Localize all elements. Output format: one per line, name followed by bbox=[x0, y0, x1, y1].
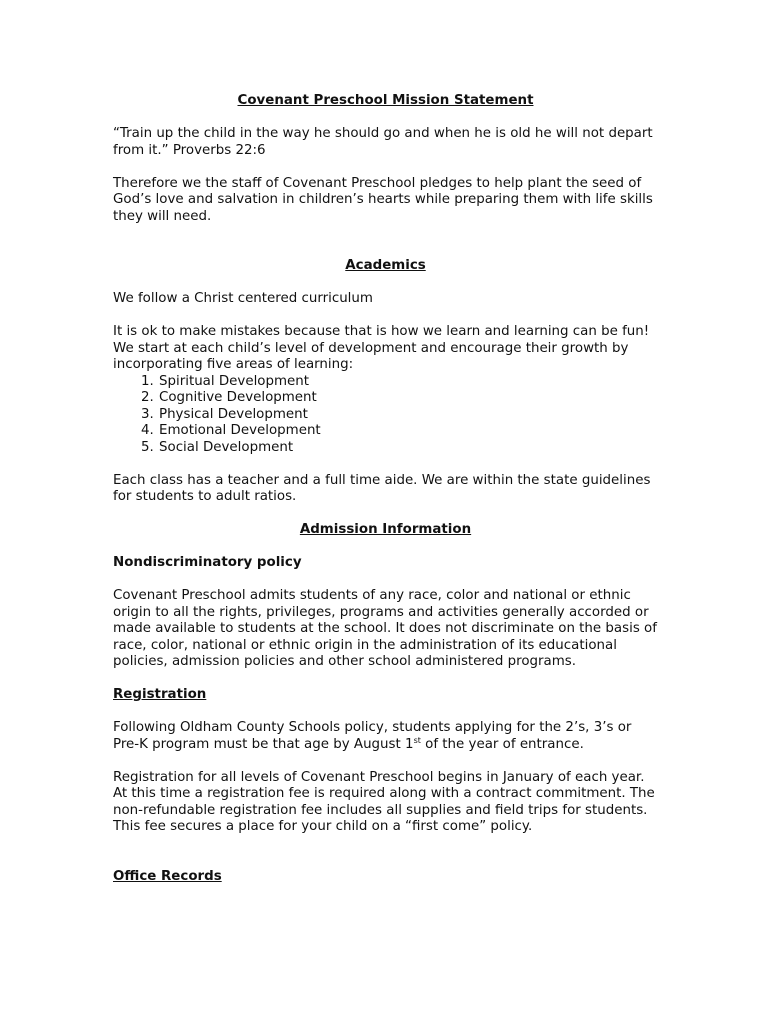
registration-age-policy bbox=[113, 720, 658, 753]
list-item: 3. Physical Development bbox=[158, 407, 658, 424]
nondiscrimination-text: Covenant Preschool admits students of any race, color and national or ethnic origin to all the rights, privileges, programs and activities generally accorded or made available to students at the school. It does not discriminate on the basis of race, color, national or ethnic origin in the administration of its educational policies, admission policies and other school administered programs. bbox=[113, 588, 657, 669]
document-page bbox=[113, 93, 658, 885]
list-item: 5. Social Development bbox=[158, 440, 658, 457]
academics-ratio: Each class has a teacher and a full time aide. We are within the state guidelines for students to adult ratios. bbox=[113, 472, 651, 504]
admission-title: Admission Information bbox=[299, 522, 472, 537]
list-item: 1. Spiritual Development bbox=[158, 374, 658, 391]
mission-title: Covenant Preschool Mission Statement bbox=[237, 93, 534, 108]
list-item: 4. Emotional Development bbox=[158, 423, 658, 440]
registration-heading: Registration bbox=[113, 687, 207, 702]
office-records-heading: Office Records bbox=[113, 868, 222, 884]
registration-age-text: Following Oldham County Schools policy, students applying for the 2’s, 3’s or Pre-K program must be that age by August 1 bbox=[113, 720, 632, 752]
academics-curriculum: We follow a Christ centered curriculum bbox=[113, 291, 373, 306]
registration-age-text-end: of the year of entrance. bbox=[420, 736, 584, 752]
registration-fee-text: Registration for all levels of Covenant Preschool begins in January of each year. At this time a registration fee is required along with a contract commitment. The non-refundable registration fee includes all supplies and field trips for students. This fee secures a place for your child on a “first come” policy. bbox=[113, 769, 655, 834]
academics-intro: It is ok to make mistakes because that is how we learn and learning can be fun! We start at each child’s level of development and encourage their growth by incorporating five areas of learning: bbox=[113, 324, 650, 372]
learning-areas-list bbox=[113, 374, 658, 457]
mission-quote: “Train up the child in the way he should go and when he is old he will not depart from it.” Proverbs 22:6 bbox=[113, 126, 653, 158]
ordinal-suffix: st bbox=[413, 735, 421, 745]
list-item: 2. Cognitive Development bbox=[158, 390, 658, 407]
nondiscrimination-heading: Nondiscriminatory policy bbox=[113, 555, 302, 570]
academics-title: Academics bbox=[345, 258, 426, 273]
mission-statement: Therefore we the staff of Covenant Preschool pledges to help plant the seed of God’s love and salvation in children’s hearts while preparing them with life skills they will need. bbox=[113, 175, 653, 224]
